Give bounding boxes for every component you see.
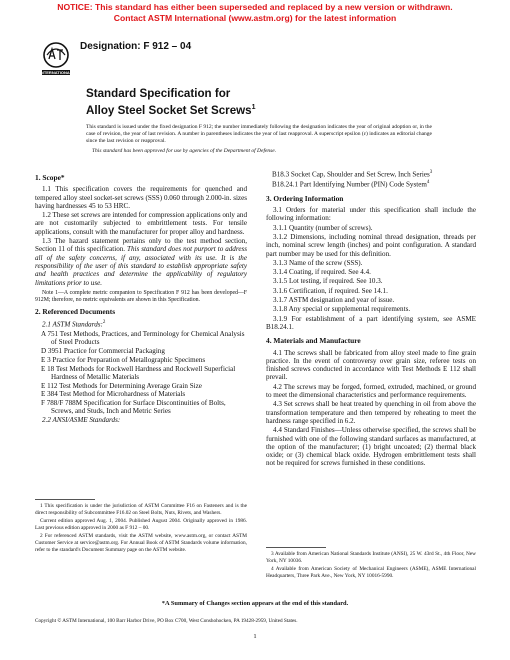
astm-logo xyxy=(40,40,72,80)
ref-e3: E 3 Practice for Preparation of Metallographic Specimens xyxy=(41,355,206,364)
ref-b18-24-1: B18.24.1 Part Identifying Number (PIN) Code System$^4$ xyxy=(272,180,430,189)
footnote-1: 1 This specification is under the jurisdiction of ASTM Committee F16 on Fasteners and is the direct responsibility of Subcommittee F16.02 on Steel Bolts, Nuts, Rivets, and Washers. xyxy=(35,503,247,516)
order-item-6: 3.1.6 Certification, if required. See 14.1. xyxy=(273,286,388,295)
right-footnotes xyxy=(266,551,476,581)
title-line-2: Alloy Steel Socket Set Screws$^1$ xyxy=(86,103,256,117)
order-item-5: 3.1.5 Lot testing, if required. See 10.3. xyxy=(273,277,383,286)
order-item-2: 3.1.2 Dimensions, including nominal thread designation, threads per inch, nominal screw length (inches) and point configuration. A standard part number may be used for this definition. xyxy=(266,233,476,258)
para-1-2: 1.2 These set screws are intended for compression applications only and are not customarily subjected to embrittlement tests. For tensile applications, consult with the manufacturer for proper alloy and hardness. xyxy=(35,211,247,236)
issued-statement: This standard is issued under the fixed designation F 912; the number immediately following the designation indicates the year of original adoption or, in the case of revision, the year of last revision. A number in parentheses indicates the year of last reapproval. A superscript epsilon (ε) indicates an editorial change since the last revision or reapproval. xyxy=(86,124,432,144)
astm-standards-label: 2.1 ASTM Standards:$^2$ xyxy=(42,320,106,329)
left-footnotes xyxy=(35,503,247,555)
ref-f788: F 788/F 788M Specification for Surface Discontinuities of Bolts, Screws, and Studs, Inch and Metric Series xyxy=(41,399,226,416)
para-4-3: 4.3 Set screws shall be heat treated by quenching in oil from above the transformation temperature and then tempered by reheating to meet the hardness range specified in 6.2. xyxy=(266,400,476,425)
left-column xyxy=(35,170,247,426)
para-1-1: 1.1 This specification covers the requirements for quenched and tempered alloy steel socket-set screws (SSS) 0.060 through 2.000-in. sizes having hardnesses 45 to 53 HRC. xyxy=(35,185,247,210)
footnote-divider-left xyxy=(35,499,95,500)
note-1: Note 1—A complete metric companion to Specification F 912 has been developed—F 912M; therefore, no metric equivalents are shown in this Specification. xyxy=(35,289,247,303)
ref-e18: E 18 Test Methods for Rockwell Hardness and Rockwell Superficial Hardness of Metallic Materials xyxy=(41,364,236,381)
ref-e384: E 384 Test Method for Microhardness of Materials xyxy=(41,390,186,399)
order-item-1: 3.1.1 Quantity (number of screws). xyxy=(273,223,373,232)
order-item-9: 3.1.9 For establishment of a part identifying system, see ASME B18.24.1. xyxy=(266,314,476,331)
order-item-3: 3.1.3 Name of the screw (SSS). xyxy=(273,258,363,267)
footnote-divider-right xyxy=(266,547,326,548)
para-3-1: 3.1 Orders for material under this specification shall include the following information: xyxy=(266,206,476,223)
para-4-1: 4.1 The screws shall be fabricated from alloy steel made to fine grain practice. In the event of controversy over grain size, referee tests on finished screws conducted in accordance with Test Methods E 112 shall prevail. xyxy=(266,348,476,382)
para-4-2: 4.2 The screws may be forged, formed, extruded, machined, or ground to meet the dimensional characteristics and performance requirements. xyxy=(266,382,476,400)
ansi-standards-label: 2.2 ANSI/ASME Standards: xyxy=(42,416,121,425)
footnote-1-edition: Current edition approved Aug. 1, 2004. Published August 2004. Originally approved in 1986. Last previous edition approved in 2000 as F 912 – 00. xyxy=(35,518,247,531)
order-item-4: 3.1.4 Coating, if required. See 4.4. xyxy=(273,268,371,277)
footnote-2: 2 For referenced ASTM standards, visit the ASTM website, www.astm.org, or contact ASTM Customer Service at service@astm.org. For Annual Book of ASTM Standards volume information, refer to the standard's Document Summary page on the ASTM website. xyxy=(35,533,247,553)
summary-of-changes-note: *A Summary of Changes section appears at the end of this standard. xyxy=(161,600,349,607)
title-line-1: Standard Specification for xyxy=(86,87,231,100)
materials-heading: 4. Materials and Manufacture xyxy=(266,336,361,346)
intro-block xyxy=(86,124,432,158)
ref-b18-3: B18.3 Socket Cap, Shoulder and Set Screw, Inch Series$^3$ xyxy=(272,170,433,179)
notice-line-1: NOTICE: This standard has either been superseded and replaced by a new version or withdrawn. xyxy=(57,2,453,12)
order-item-7: 3.1.7 ASTM designation and year of issue. xyxy=(273,296,395,305)
para-4-4: 4.4 Standard Finishes—Unless otherwise specified, the screws shall be furnished with one of the following standard surfaces as manufactured, at the option of the manufacturer; (1) bright uncoated; (2) thermal black oxide; or (3) chemical black oxide. Hydrogen embrittlement tests shall not be required for screws furnished in these conditions. xyxy=(266,426,476,468)
approved-statement: This standard has been approved for use by agencies of the Department of Defense. xyxy=(92,148,277,154)
ref-d3951: D 3951 Practice for Commercial Packaging xyxy=(41,346,165,355)
designation: Designation: F 912 – 04 xyxy=(80,41,192,52)
withdrawn-notice xyxy=(0,2,510,23)
ref-e112: E 112 Test Methods for Determining Average Grain Size xyxy=(41,381,202,390)
scope-heading: 1. Scope* xyxy=(35,173,65,182)
para-1-3: 1.3 The hazard statement pertains only to the test method section, Section 11 of this specification. This standard does not purport to address all of the safety concerns, if any, associated with its use. It is the responsibility of the user of this standard to establish appropriate safety and health practices and determine the applicability of regulatory limitations prior to use. xyxy=(35,237,248,287)
footnote-4: 4 Available from American Society of Mechanical Engineers (ASME), ASME International Headquarters, Three Park Ave., New York, NY 10016-5990. xyxy=(266,566,476,579)
refs-heading: 2. Referenced Documents xyxy=(35,306,116,316)
standard-title xyxy=(86,87,256,117)
page-number: 1 xyxy=(253,633,257,640)
logo-text: INTERNATIONAL xyxy=(40,70,72,76)
ref-a751: A 751 Test Methods, Practices, and Terminology for Chemical Analysis of Steel Products xyxy=(41,329,245,347)
copyright: Copyright © ASTM International, 100 Barr Harbor Drive, PO Box C700, West Conshohocken, PA 19428-2959, United States. xyxy=(35,618,298,624)
notice-line-2: Contact ASTM International (www.astm.org) for the latest information xyxy=(113,12,397,23)
footnote-3: 3 Available from American National Standards Institute (ANSI), 25 W. 43rd St., 4th Floor, New York, NY 10036. xyxy=(266,551,476,564)
right-column xyxy=(266,169,476,469)
ordering-heading: 3. Ordering Information xyxy=(266,193,344,203)
order-item-8: 3.1.8 Any special or supplemental requirements. xyxy=(273,305,411,314)
